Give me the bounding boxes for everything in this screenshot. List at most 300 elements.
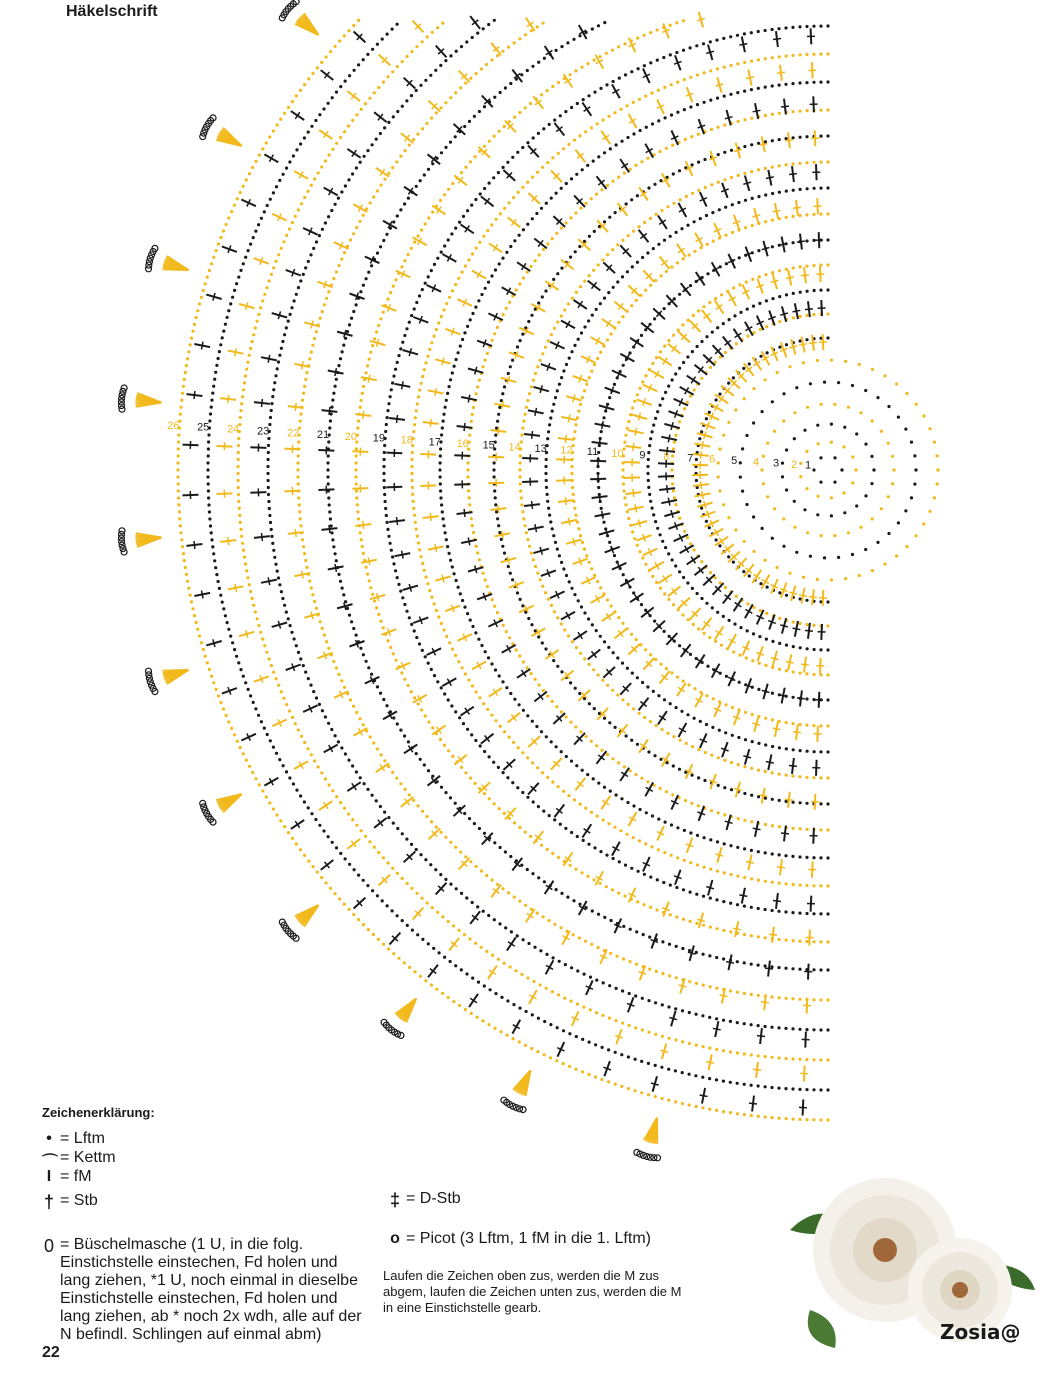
chain-dot bbox=[723, 786, 726, 789]
chain-dot bbox=[416, 804, 419, 807]
chain-dot bbox=[287, 320, 290, 323]
chain-dot bbox=[778, 825, 781, 828]
chain-dot bbox=[803, 429, 806, 432]
chain-dot bbox=[676, 111, 679, 114]
chain-dot bbox=[752, 421, 755, 424]
picot-mark bbox=[119, 528, 125, 534]
chain-dot bbox=[568, 357, 571, 360]
chain-dot bbox=[291, 100, 294, 103]
chain-dot bbox=[551, 990, 554, 993]
chain-dot bbox=[751, 278, 754, 281]
chain-dot bbox=[799, 723, 802, 726]
chain-dot bbox=[603, 151, 606, 154]
chain-dot bbox=[579, 534, 582, 537]
chain-dot bbox=[660, 274, 663, 277]
chain-dot bbox=[307, 860, 310, 863]
chain-dot bbox=[735, 595, 738, 598]
chain-dot bbox=[584, 130, 587, 133]
chain-dot bbox=[430, 596, 433, 599]
chain-dot bbox=[778, 269, 781, 272]
chain-dot bbox=[793, 526, 796, 529]
chain-dot bbox=[212, 681, 215, 684]
chain-dot bbox=[404, 788, 407, 791]
chain-dot bbox=[805, 450, 808, 453]
chain-dot bbox=[265, 286, 268, 289]
chain-dot bbox=[294, 215, 297, 218]
chain-dot bbox=[574, 250, 577, 253]
chain-dot bbox=[583, 280, 586, 283]
chain-dot bbox=[377, 851, 380, 854]
chain-dot bbox=[468, 496, 471, 499]
chain-dot bbox=[207, 496, 210, 499]
chain-dot bbox=[628, 960, 631, 963]
chain-dot bbox=[210, 406, 213, 409]
chain-dot bbox=[254, 777, 257, 780]
chain-dot bbox=[806, 187, 809, 190]
chain-dot bbox=[744, 226, 747, 229]
chain-dot bbox=[562, 369, 565, 372]
round-label: 3 bbox=[773, 457, 780, 470]
chain-dot bbox=[551, 700, 554, 703]
chain-dot bbox=[544, 591, 547, 594]
chain-dot bbox=[577, 410, 580, 413]
chain-dot bbox=[641, 556, 644, 559]
chain-dot bbox=[407, 253, 410, 256]
chain-dot bbox=[597, 782, 600, 785]
chain-dot bbox=[570, 350, 573, 353]
chain-dot bbox=[245, 569, 248, 572]
chain-dot bbox=[335, 91, 338, 94]
stitch-crossbar bbox=[700, 1095, 708, 1097]
chain-dot bbox=[367, 928, 370, 931]
chain-dot bbox=[737, 120, 740, 123]
chain-dot bbox=[512, 1003, 515, 1006]
chain-dot bbox=[537, 132, 540, 135]
chain-dot bbox=[479, 744, 482, 747]
chain-dot bbox=[679, 198, 682, 201]
chain-dot bbox=[327, 835, 330, 838]
chain-dot bbox=[591, 314, 594, 317]
chain-dot bbox=[427, 720, 430, 723]
chain-dot bbox=[327, 482, 330, 485]
chain-dot bbox=[555, 705, 558, 708]
stitch-crossbar bbox=[759, 144, 767, 146]
chain-dot bbox=[447, 698, 450, 701]
chain-dot bbox=[635, 930, 638, 933]
chain-dot bbox=[624, 503, 627, 506]
chain-dot bbox=[518, 1040, 521, 1043]
chain-dot bbox=[709, 897, 712, 900]
chain-dot bbox=[666, 732, 669, 735]
chain-dot bbox=[395, 777, 398, 780]
chain-dot bbox=[208, 510, 211, 513]
chain-dot bbox=[636, 393, 639, 396]
chain-dot bbox=[806, 290, 809, 293]
chain-dot bbox=[737, 817, 740, 820]
stitch-crossbar bbox=[363, 411, 364, 419]
chain-dot bbox=[614, 1051, 617, 1054]
chain-dot bbox=[717, 756, 720, 759]
chain-dot bbox=[386, 639, 389, 642]
chain-dot bbox=[359, 647, 362, 650]
chain-dot bbox=[410, 623, 413, 626]
chain-dot bbox=[538, 253, 541, 256]
chain-dot bbox=[524, 33, 527, 36]
stitch-crossbar bbox=[766, 177, 774, 179]
chain-dot bbox=[743, 933, 746, 936]
chain-dot bbox=[484, 650, 487, 653]
chain-dot bbox=[562, 1029, 565, 1032]
chain-dot bbox=[743, 992, 746, 995]
chain-dot bbox=[418, 548, 421, 551]
double-crochet-icon: † bbox=[43, 1192, 54, 1212]
stitch-crossbar bbox=[688, 952, 696, 954]
chain-dot bbox=[474, 631, 477, 634]
chain-dot bbox=[656, 59, 659, 62]
chain-dot bbox=[647, 458, 650, 461]
chain-dot bbox=[613, 383, 616, 386]
chain-dot bbox=[553, 327, 556, 330]
chain-dot bbox=[705, 417, 708, 420]
chain-dot bbox=[586, 164, 589, 167]
round-label: 6 bbox=[709, 453, 716, 466]
chain-dot bbox=[440, 622, 443, 625]
chain-dot bbox=[596, 465, 599, 468]
chain-dot bbox=[359, 406, 362, 409]
chain-dot bbox=[676, 261, 679, 264]
chain-dot bbox=[362, 723, 365, 726]
chain-dot bbox=[519, 482, 522, 485]
chain-dot bbox=[651, 362, 654, 365]
chain-dot bbox=[508, 201, 511, 204]
chain-dot bbox=[588, 663, 591, 666]
chain-dot bbox=[477, 299, 480, 302]
chain-dot bbox=[757, 1054, 760, 1057]
chain-dot bbox=[339, 580, 342, 583]
chain-dot bbox=[263, 210, 266, 213]
chain-dot bbox=[571, 486, 574, 489]
chain-dot bbox=[285, 234, 288, 237]
chain-dot bbox=[634, 1089, 637, 1092]
chain-dot bbox=[676, 81, 679, 84]
chain-dot bbox=[715, 1109, 718, 1112]
chain-dot bbox=[765, 325, 768, 328]
chain-dot bbox=[425, 815, 428, 818]
chain-dot bbox=[560, 227, 563, 230]
chain-dot bbox=[812, 912, 815, 915]
chain-dot bbox=[623, 489, 626, 492]
chain-dot bbox=[387, 816, 390, 819]
chain-dot bbox=[477, 638, 480, 641]
chain-dot bbox=[668, 943, 671, 946]
chain-dot bbox=[597, 24, 600, 27]
chain-dot bbox=[644, 289, 647, 292]
chain-dot bbox=[177, 503, 180, 506]
chain-dot bbox=[249, 694, 252, 697]
chain-dot bbox=[678, 420, 681, 423]
chain-dot bbox=[784, 26, 787, 29]
chain-dot bbox=[620, 1053, 623, 1056]
chain-dot bbox=[195, 621, 198, 624]
chain-dot bbox=[313, 600, 316, 603]
chain-dot bbox=[644, 563, 647, 566]
chain-dot bbox=[574, 687, 577, 690]
chain-dot bbox=[443, 193, 446, 196]
chain-dot bbox=[545, 953, 548, 956]
chain-dot bbox=[826, 1058, 829, 1061]
chain-dot bbox=[405, 327, 408, 330]
stitch-crossbar bbox=[702, 491, 704, 499]
stitch-crossbar bbox=[507, 556, 509, 564]
chain-dot bbox=[421, 375, 424, 378]
chain-dot bbox=[578, 692, 581, 695]
chain-dot bbox=[785, 800, 788, 803]
chain-dot bbox=[245, 759, 248, 762]
chain-dot bbox=[627, 420, 630, 423]
chain-dot bbox=[362, 923, 365, 926]
stitch-crossbar bbox=[789, 346, 797, 348]
chain-dot bbox=[285, 770, 288, 773]
chain-dot bbox=[360, 538, 363, 541]
chain-dot bbox=[459, 86, 462, 89]
chain-dot bbox=[643, 716, 646, 719]
chain-dot bbox=[771, 28, 774, 31]
chain-dot bbox=[746, 629, 749, 632]
chain-dot bbox=[503, 207, 506, 210]
chain-dot bbox=[757, 994, 760, 997]
chain-dot bbox=[729, 930, 732, 933]
chain-dot bbox=[757, 1024, 760, 1027]
chain-dot bbox=[748, 574, 751, 577]
chain-dot bbox=[715, 1078, 718, 1081]
chain-dot bbox=[268, 507, 271, 510]
chain-dot bbox=[557, 993, 560, 996]
chain-dot bbox=[392, 115, 395, 118]
chain-dot bbox=[603, 916, 606, 919]
chain-dot bbox=[697, 748, 700, 751]
chain-dot bbox=[397, 957, 400, 960]
chain-dot bbox=[742, 367, 745, 370]
chain-dot bbox=[292, 154, 295, 157]
chain-dot bbox=[496, 517, 499, 520]
chain-dot bbox=[383, 451, 386, 454]
chain-dot bbox=[355, 711, 358, 714]
chain-dot bbox=[424, 858, 427, 861]
chain-dot bbox=[357, 874, 360, 877]
stitch-crossbar bbox=[743, 756, 751, 758]
chain-dot bbox=[219, 343, 222, 346]
chain-dot bbox=[442, 517, 445, 520]
chain-dot bbox=[723, 178, 726, 181]
chain-dot bbox=[518, 1007, 521, 1010]
chain-dot bbox=[227, 216, 230, 219]
chain-dot bbox=[410, 94, 413, 97]
chain-dot bbox=[683, 108, 686, 111]
chain-dot bbox=[280, 690, 283, 693]
chain-dot bbox=[682, 918, 685, 921]
chain-dot bbox=[904, 509, 907, 512]
chain-dot bbox=[718, 447, 721, 450]
stitch-crossbar bbox=[573, 395, 575, 403]
chain-dot bbox=[592, 160, 595, 163]
chain-dot bbox=[233, 289, 236, 292]
chain-dot bbox=[826, 600, 829, 603]
stitch-crossbar bbox=[344, 330, 346, 338]
chain-dot bbox=[819, 1088, 822, 1091]
chain-dot bbox=[843, 511, 846, 514]
chain-dot bbox=[582, 98, 585, 101]
chain-dot bbox=[467, 489, 470, 492]
stitch-crossbar bbox=[785, 140, 793, 141]
chain-dot bbox=[552, 956, 555, 959]
chain-dot bbox=[415, 185, 418, 188]
chain-dot bbox=[343, 686, 346, 689]
chain-dot bbox=[820, 534, 823, 537]
chain-dot bbox=[715, 898, 718, 901]
chain-dot bbox=[823, 381, 826, 384]
chain-dot bbox=[445, 635, 448, 638]
chain-dot bbox=[656, 28, 659, 31]
chain-dot bbox=[490, 662, 493, 665]
chain-dot bbox=[743, 172, 746, 175]
chain-dot bbox=[665, 790, 668, 793]
chain-dot bbox=[308, 580, 311, 583]
chain-dot bbox=[792, 621, 795, 624]
chain-dot bbox=[251, 340, 254, 343]
chain-dot bbox=[410, 50, 413, 53]
chain-dot bbox=[327, 496, 330, 499]
chain-dot bbox=[276, 367, 279, 370]
chain-dot bbox=[213, 559, 216, 562]
chain-dot bbox=[403, 678, 406, 681]
chain-dot bbox=[320, 876, 323, 879]
chain-dot bbox=[342, 593, 345, 596]
chain-dot bbox=[729, 902, 732, 905]
chain-dot bbox=[256, 320, 259, 323]
chain-dot bbox=[477, 981, 480, 984]
chain-dot bbox=[289, 624, 292, 627]
chain-dot bbox=[665, 147, 668, 150]
chain-dot bbox=[361, 545, 364, 548]
chain-dot bbox=[288, 776, 291, 779]
chain-dot bbox=[641, 1028, 644, 1031]
chain-dot bbox=[454, 654, 457, 657]
chain-dot bbox=[268, 657, 271, 660]
chain-dot bbox=[725, 675, 728, 678]
chain-dot bbox=[588, 561, 591, 564]
chain-dot bbox=[905, 545, 908, 548]
chain-dot bbox=[521, 510, 524, 513]
chain-dot bbox=[189, 594, 192, 597]
chain-dot bbox=[690, 802, 693, 805]
chain-dot bbox=[394, 368, 397, 371]
chain-dot bbox=[819, 213, 822, 216]
chain-dot bbox=[778, 746, 781, 749]
chain-dot bbox=[805, 213, 808, 216]
stitch-crossbar bbox=[599, 439, 600, 447]
chain-dot bbox=[386, 904, 389, 907]
chain-dot bbox=[509, 245, 512, 248]
chain-dot bbox=[204, 655, 207, 658]
chain-dot bbox=[571, 297, 574, 300]
chain-dot bbox=[413, 514, 416, 517]
chain-dot bbox=[805, 776, 808, 779]
chain-dot bbox=[509, 572, 512, 575]
chain-dot bbox=[611, 689, 614, 692]
chain-dot bbox=[887, 405, 890, 408]
chain-dot bbox=[278, 758, 281, 761]
chain-dot bbox=[792, 189, 795, 192]
chain-dot bbox=[437, 615, 440, 618]
chain-dot bbox=[729, 989, 732, 992]
chain-dot bbox=[231, 641, 234, 644]
chain-dot bbox=[191, 607, 194, 610]
chain-dot bbox=[211, 392, 214, 395]
chain-dot bbox=[696, 73, 699, 76]
chain-dot bbox=[741, 490, 744, 493]
chain-dot bbox=[207, 440, 210, 443]
chain-dot bbox=[467, 461, 470, 464]
chain-dot bbox=[851, 384, 854, 387]
chain-dot bbox=[263, 293, 266, 296]
chain-dot bbox=[303, 854, 306, 857]
chain-dot bbox=[771, 852, 774, 855]
chain-dot bbox=[376, 685, 379, 688]
chain-dot bbox=[601, 258, 604, 261]
chain-dot bbox=[193, 614, 196, 617]
chain-dot bbox=[696, 834, 699, 837]
chain-dot bbox=[732, 376, 735, 379]
chain-dot bbox=[335, 846, 338, 849]
chain-dot bbox=[646, 157, 649, 160]
chain-dot bbox=[766, 442, 769, 445]
chain-dot bbox=[792, 241, 795, 244]
chain-dot bbox=[628, 992, 631, 995]
chain-dot bbox=[553, 610, 556, 613]
chain-dot bbox=[762, 482, 765, 485]
chain-dot bbox=[237, 479, 240, 482]
chain-dot bbox=[615, 987, 618, 990]
chain-dot bbox=[451, 371, 454, 374]
chain-dot bbox=[272, 388, 275, 391]
chain-dot bbox=[244, 562, 247, 565]
chain-dot bbox=[466, 325, 469, 328]
chain-dot bbox=[215, 364, 218, 367]
chain-dot bbox=[526, 796, 529, 799]
chain-dot bbox=[589, 1008, 592, 1011]
chain-dot bbox=[640, 777, 643, 780]
stitch-crossbar bbox=[793, 732, 801, 733]
chain-dot bbox=[910, 496, 913, 499]
chain-dot bbox=[526, 666, 529, 669]
chain-dot bbox=[249, 347, 252, 350]
chain-dot bbox=[764, 1115, 767, 1118]
chain-dot bbox=[275, 260, 278, 263]
chain-dot bbox=[224, 323, 227, 326]
chain-dot bbox=[692, 623, 695, 626]
chain-dot bbox=[606, 253, 609, 256]
chain-dot bbox=[524, 831, 527, 834]
chain-dot bbox=[730, 149, 733, 152]
stitch-crossbar bbox=[777, 72, 785, 73]
chain-dot bbox=[517, 746, 520, 749]
chain-dot bbox=[700, 340, 703, 343]
chain-stitch-icon: • bbox=[46, 1130, 52, 1147]
chain-dot bbox=[751, 197, 754, 200]
chain-dot bbox=[240, 535, 243, 538]
chain-dot bbox=[521, 186, 524, 189]
chain-dot bbox=[426, 901, 429, 904]
